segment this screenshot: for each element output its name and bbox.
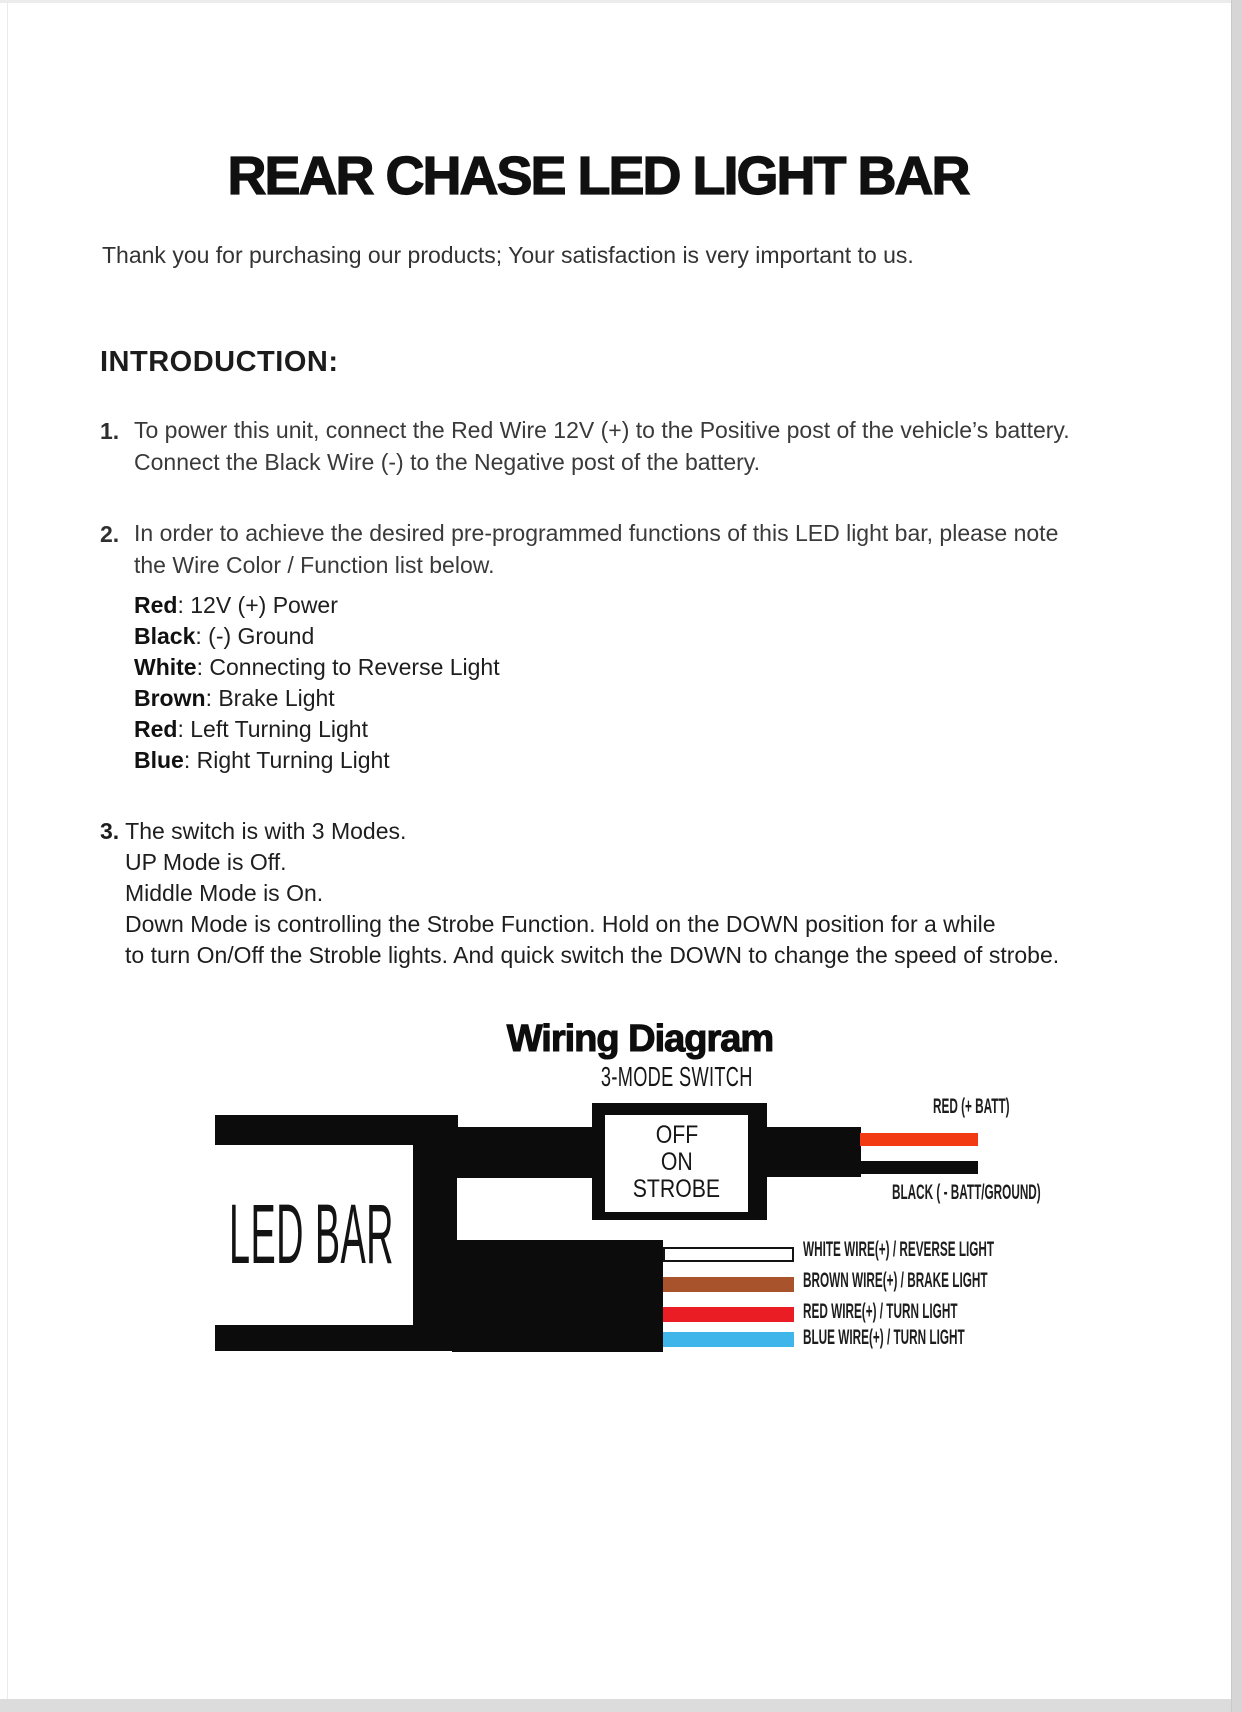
blue-turn-label [803, 1327, 1092, 1348]
wire-function-list [134, 590, 500, 776]
introduction-heading: INTRODUCTION: [100, 346, 339, 378]
switch-mode-strobe-text: STROBE [632, 1175, 721, 1203]
page-top-edge [0, 0, 1242, 3]
wire-color-name: Red [134, 716, 178, 742]
wire-color-name: Red [134, 592, 178, 618]
item2-number: 2. [100, 521, 120, 547]
page-right-margin [1231, 0, 1242, 1712]
black-ground-wire [860, 1161, 978, 1174]
wiring-diagram-title: Wiring Diagram [506, 1018, 774, 1060]
page-left-edge [7, 0, 8, 1712]
switch-mode-on [658, 1149, 696, 1176]
blue-turn-wire [663, 1332, 794, 1347]
item2-text [134, 517, 1058, 581]
item2-line2: the Wire Color / Function list below. [134, 552, 495, 578]
wire-color-desc: : Left Turning Light [177, 716, 368, 742]
item2-line1: In order to achieve the desired pre-programmed functions of this LED light bar, please note [134, 520, 1059, 546]
switch-mode-off [652, 1122, 702, 1149]
wire-color-desc: : Connecting to Reverse Light [196, 654, 500, 680]
item1-line2: Connect the Black Wire (-) to the Negative post of the battery. [134, 449, 760, 475]
item3-line4: to turn On/Off the Stroble lights. And quick switch the DOWN to change the speed of strobe. [125, 942, 1060, 968]
brown-brake-label-text: BROWN WIRE(+) / BRAKE LIGHT [803, 1269, 988, 1292]
item1-line1: To power this unit, connect the Red Wire 12V (+) to the Positive post of the vehicle’s battery. [134, 417, 1070, 443]
wire-color-name: Brown [134, 685, 206, 711]
switch-title [547, 1063, 807, 1091]
page-title: REAR CHASE LED LIGHT BAR [227, 146, 969, 206]
item3-text [100, 816, 1059, 971]
led-bar-bottom-wire [215, 1325, 455, 1351]
red-turn-label [803, 1301, 1079, 1322]
wire-color-name: Blue [134, 747, 184, 773]
red-turn-wire [663, 1307, 794, 1322]
switch-title-text: 3-MODE SWITCH [601, 1061, 753, 1092]
black-ground-label-text: BLACK ( - BATT/GROUND) [892, 1181, 1041, 1204]
wire-function-blue-right-turn [134, 745, 500, 776]
wire-color-desc: : Right Turning Light [183, 747, 390, 773]
wire-function-black-ground [134, 621, 500, 652]
item1-text [134, 414, 1070, 478]
wire-color-name: White [134, 654, 197, 680]
brown-brake-wire [663, 1277, 794, 1292]
item3-line1: UP Mode is Off. [125, 849, 287, 875]
wire-function-brown-brake [134, 683, 500, 714]
item3-line2: Middle Mode is On. [125, 880, 324, 906]
item3-intro: The switch is with 3 Modes. [119, 818, 407, 844]
wire-function-red-left-turn [134, 714, 500, 745]
wire-color-desc: : 12V (+) Power [177, 592, 338, 618]
wire-color-desc: : Brake Light [205, 685, 335, 711]
black-ground-label [892, 1182, 1158, 1203]
switch-mode-on-text: ON [660, 1148, 693, 1176]
switch-mode-off-text: OFF [655, 1121, 698, 1149]
wire-color-desc: : (-) Ground [195, 623, 315, 649]
wire-function-white-reverse [134, 652, 500, 683]
wire-color-name: Black [134, 623, 196, 649]
wire-function-red-power [134, 590, 500, 621]
red-turn-label-text: RED WIRE(+) / TURN LIGHT [803, 1300, 958, 1323]
switch-mode-strobe [625, 1176, 728, 1203]
white-reverse-label-text: WHITE WIRE(+) / REVERSE LIGHT [803, 1238, 995, 1261]
harness-to-switch [452, 1127, 594, 1178]
mode-switch-panel [605, 1115, 748, 1212]
wire-harness-block [452, 1240, 663, 1352]
led-bar-label-text: LED BAR [229, 1187, 394, 1281]
item3-number: 3. [100, 818, 120, 844]
switch-output-connector [767, 1127, 861, 1177]
intro-note: Thank you for purchasing our products; Your satisfaction is very important to us. [102, 242, 914, 268]
red-battery-label-text: RED (+ BATT) [933, 1095, 1010, 1118]
white-reverse-label [803, 1239, 1144, 1260]
red-battery-label [933, 1096, 1070, 1117]
blue-turn-label-text: BLUE WIRE(+) / TURN LIGHT [803, 1326, 965, 1349]
brown-brake-label [803, 1270, 1133, 1291]
item3-line3: Down Mode is controlling the Strobe Function. Hold on the DOWN position for a while [125, 911, 996, 937]
item3-line-intro [100, 816, 1059, 847]
red-battery-wire [860, 1133, 978, 1146]
page-bottom-margin [0, 1699, 1231, 1712]
white-reverse-wire [663, 1247, 794, 1262]
item1-number: 1. [100, 418, 120, 444]
